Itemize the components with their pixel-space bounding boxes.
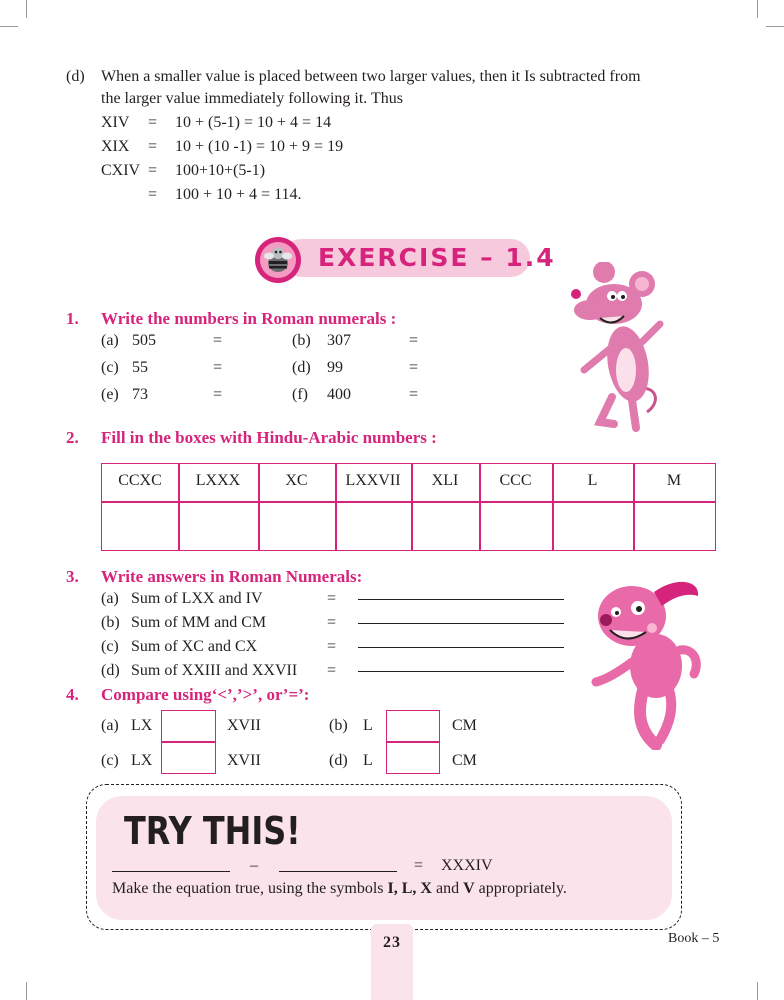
q3-title: Write answers in Roman Numerals:	[101, 567, 363, 586]
q1-item-value: 99	[327, 359, 343, 376]
rule-d-line2: the larger value immediately following it. Thus	[101, 90, 404, 107]
crop-mark	[757, 0, 758, 18]
q1-title: Write the numbers in Roman numerals :	[101, 309, 397, 328]
q1-item-label: (d)	[292, 359, 311, 376]
q4-item-left: L	[363, 717, 373, 734]
table-header-cell: CCC	[499, 472, 532, 489]
q4-item-right: XVII	[227, 717, 261, 734]
q1-item-value: 73	[132, 386, 148, 403]
q1-item-value: 307	[327, 332, 351, 349]
q4-number: 4.	[66, 685, 79, 704]
dog-illustration	[576, 570, 706, 750]
q1-item-eq: =	[409, 386, 419, 403]
q3-item-label: (c)	[101, 638, 119, 655]
answer-line[interactable]	[358, 623, 564, 624]
answer-line[interactable]	[112, 871, 230, 872]
q3-item-label: (a)	[101, 590, 119, 607]
answer-line[interactable]	[358, 599, 564, 600]
q1-item-eq: =	[213, 386, 223, 403]
rule-d-label: (d)	[66, 68, 85, 85]
q4-item-right: CM	[452, 717, 477, 734]
minus-sign: –	[250, 857, 258, 874]
q3-item-text: Sum of MM and CM	[131, 614, 267, 631]
q2-title: Fill in the boxes with Hindu-Arabic numbers :	[101, 428, 437, 447]
q1-item-label: (b)	[292, 332, 311, 349]
compare-box[interactable]	[386, 710, 440, 742]
answer-cell[interactable]	[413, 502, 479, 550]
crop-mark	[26, 0, 27, 18]
answer-line[interactable]	[358, 647, 564, 648]
example-rhs: 10 + (5-1) = 10 + 4 = 14	[175, 114, 332, 131]
q3-item-eq: =	[327, 614, 337, 631]
table-header-cell: XLI	[431, 472, 459, 489]
fill-in-table	[101, 463, 716, 551]
table-header-cell: L	[587, 472, 598, 489]
answer-cell[interactable]	[260, 502, 335, 550]
try-this-result: XXXIV	[441, 857, 493, 874]
q4-item-label: (d)	[329, 752, 348, 769]
example-lhs: XIV	[101, 114, 130, 131]
q4-item-label: (c)	[101, 752, 119, 769]
table-header-cell: LXXVII	[345, 472, 401, 489]
q1-item-eq: =	[409, 359, 419, 376]
example-lhs: CXIV	[101, 162, 141, 179]
q3-item-eq: =	[327, 590, 337, 607]
example-eq: =	[148, 138, 158, 155]
rule-d-line1: When a smaller value is placed between two larger values, then it Is subtracted from	[101, 68, 641, 85]
q4-item-label: (a)	[101, 717, 119, 734]
table-header-cell: XC	[285, 472, 308, 489]
q2-number: 2.	[66, 428, 79, 447]
q4-item-left: L	[363, 752, 373, 769]
q4-item-label: (b)	[329, 717, 348, 734]
example-rhs: 10 + (10 -1) = 10 + 9 = 19	[175, 138, 344, 155]
table-header-cell: CCXC	[118, 472, 162, 489]
q4-item-left: LX	[131, 752, 153, 769]
q3-item-text: Sum of LXX and IV	[131, 590, 263, 607]
q4-item-left: LX	[131, 717, 153, 734]
q3-item-label: (d)	[101, 662, 120, 679]
bee-badge-icon	[254, 236, 302, 284]
book-label: Book – 5	[668, 931, 720, 946]
q1-item-label: (c)	[101, 359, 119, 376]
q1-item-label: (a)	[101, 332, 119, 349]
compare-box[interactable]	[161, 710, 216, 742]
q3-number: 3.	[66, 567, 79, 586]
example-eq: =	[148, 186, 158, 203]
q1-item-eq: =	[213, 332, 223, 349]
q1-item-label: (f)	[292, 386, 308, 403]
q4-item-right: CM	[452, 752, 477, 769]
q1-item-value: 400	[327, 386, 351, 403]
example-rhs: 100+10+(5-1)	[175, 162, 266, 179]
crop-mark	[757, 982, 758, 1000]
answer-cell[interactable]	[102, 502, 178, 550]
q1-item-value: 55	[132, 359, 148, 376]
try-this-instruction: Make the equation true, using the symbols I, L, X and V appropriately.	[112, 880, 567, 897]
mouse-illustration	[562, 262, 670, 432]
q3-item-eq: =	[327, 662, 337, 679]
q1-item-eq: =	[213, 359, 223, 376]
example-eq: =	[148, 114, 158, 131]
compare-box[interactable]	[161, 742, 216, 774]
table-header-cell: LXXX	[195, 472, 241, 489]
crop-mark	[0, 26, 18, 27]
crop-mark	[26, 982, 27, 1000]
answer-cell[interactable]	[635, 502, 715, 550]
crop-mark	[766, 26, 784, 27]
compare-box[interactable]	[386, 742, 440, 774]
q1-item-eq: =	[409, 332, 419, 349]
table-header-cell: M	[666, 472, 682, 489]
answer-line[interactable]	[358, 671, 564, 672]
example-eq: =	[148, 162, 158, 179]
try-this-title: TRY THIS!	[124, 809, 301, 853]
q3-item-label: (b)	[101, 614, 120, 631]
q4-title: Compare using‘<’,’>’, or’=’:	[101, 685, 310, 704]
q4-item-right: XVII	[227, 752, 261, 769]
page-number: 23	[383, 934, 401, 951]
q1-number: 1.	[66, 309, 79, 328]
example-rhs: 100 + 10 + 4 = 114.	[175, 186, 302, 203]
answer-cell[interactable]	[481, 502, 552, 550]
equals-sign: =	[414, 857, 424, 874]
q1-item-label: (e)	[101, 386, 119, 403]
answer-line[interactable]	[279, 871, 397, 872]
example-lhs: XIX	[101, 138, 130, 155]
q3-item-text: Sum of XXIII and XXVII	[131, 662, 298, 679]
answer-cell[interactable]	[180, 502, 258, 550]
q3-item-eq: =	[327, 638, 337, 655]
exercise-title: EXERCISE – 1.4	[318, 243, 556, 272]
q3-item-text: Sum of XC and CX	[131, 638, 258, 655]
q1-item-value: 505	[132, 332, 156, 349]
answer-cell[interactable]	[554, 502, 633, 550]
answer-cell[interactable]	[337, 502, 411, 550]
